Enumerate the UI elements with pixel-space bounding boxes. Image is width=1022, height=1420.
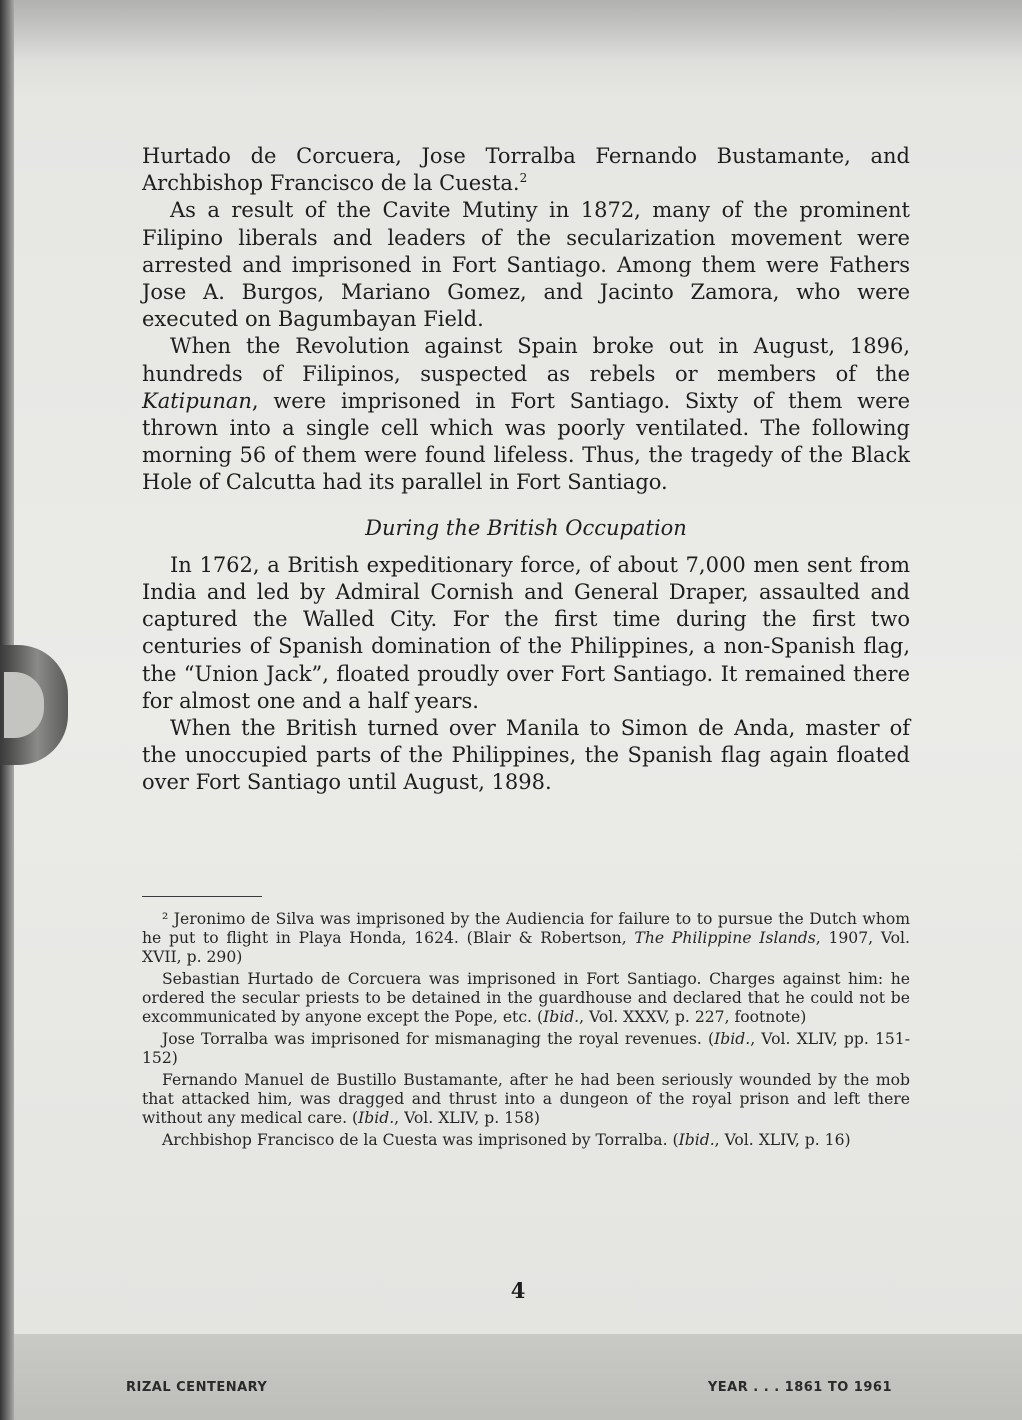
- footnote-2: [142, 970, 910, 1027]
- paragraph-3-part-2: , were imprisoned in Fort Santiago. Sixty of them were thrown into a single cell which was poorly ventilated. The following morning 56 of them were found lifeless. Thus, the tragedy of the Black Hole of Calcutta had its parallel in Fort Santiago.: [142, 388, 910, 495]
- footnote-3: [142, 1030, 910, 1068]
- footnote-3-text-b: , Vol. XLIV, pp. 151-152): [142, 1030, 910, 1067]
- paragraph-1: [142, 143, 910, 197]
- footnote-4-ibid: Ibid.: [358, 1109, 395, 1127]
- footnote-5-ibid: Ibid.: [678, 1131, 715, 1149]
- footnote-4-text-b: , Vol. XLIV, p. 158): [394, 1109, 540, 1127]
- top-shadow: [14, 0, 1022, 60]
- footnotes: [142, 910, 910, 1153]
- footnote-ref: 2: [519, 171, 528, 186]
- footnote-1: [142, 910, 910, 967]
- paragraph-2: As a result of the Cavite Mutiny in 1872, many of the prominent Filipino liberals and leaders of the secularization movement were arrested and imprisoned in Fort Santiago. Among them were Fathers Jose A. Burgos, Mariano Gomez, and Jacinto Zamora, who were executed on Bagumbayan Field.: [142, 198, 910, 332]
- footer-right-text: YEAR . . . 1861 TO 1961: [707, 1380, 892, 1395]
- footnote-5-text-b: , Vol. XLIV, p. 16): [714, 1131, 851, 1149]
- paragraph-3: [142, 333, 910, 496]
- footer-left-text: RIZAL CENTENARY: [126, 1380, 268, 1395]
- book-page: [14, 0, 1022, 1420]
- footnote-2-ibid: Ibid.: [543, 1008, 580, 1026]
- footnote-2-text-b: , Vol. XXXV, p. 227, footnote): [579, 1008, 807, 1026]
- katipunan-term: Katipunan: [142, 388, 252, 413]
- footnote-1-text-a: Jeronimo de Silva was imprisoned by the Audiencia for failure to to pursue the Dutch whom he put to flight in Playa Honda, 1624. (Blair & Robertson,: [142, 910, 910, 947]
- footnote-3-text-a: Jose Torralba was imprisoned for mismanaging the royal revenues. (: [162, 1030, 715, 1048]
- footnote-5: [142, 1131, 910, 1150]
- paragraph-4: In 1762, a British expeditionary force, of about 7,000 men sent from India and led by Admiral Cornish and General Draper, assaulted and captured the Walled City. For the first time during the first two centuries of Spanish domination of the Philippines, a non-Spanish flag, the “Union Jack”, floated proudly over Fort Santiago. It remained there for almost one and a half years.: [142, 552, 910, 713]
- body-text: [142, 143, 910, 797]
- footnote-1-title: The Philippine Islands: [634, 929, 816, 947]
- footnote-divider: [142, 896, 262, 897]
- footnote-1-text-b: , 1907, Vol. XVII, p. 290): [142, 929, 910, 966]
- paragraph-1-text: Hurtado de Corcuera, Jose Torralba Fernando Bustamante, and Archbishop Francisco de la Cuesta.: [142, 144, 910, 196]
- footnote-2-text-a: Sebastian Hurtado de Corcuera was imprisoned in Fort Santiago. Charges against him: he ordered the secular priests to be detained in the guardhouse and declared that he could not be excommunicated by anyone except the Pope, etc. (: [142, 970, 910, 1026]
- paragraph-5: When the British turned over Manila to Simon de Anda, master of the unoccupied parts of the Philippines, the Spanish flag again floated over Fort Santiago until August, 1898.: [142, 716, 910, 795]
- footnote-3-ibid: Ibid.: [714, 1030, 751, 1048]
- footnote-5-text-a: Archbishop Francisco de la Cuesta was imprisoned by Torralba. (: [162, 1131, 679, 1149]
- paragraph-3-part-1: When the Revolution against Spain broke out in August, 1896, hundreds of Filipinos, suspected as rebels or members of the: [142, 334, 910, 386]
- page-number: 4: [510, 1278, 526, 1303]
- section-heading: During the British Occupation: [365, 515, 687, 540]
- footnote-4: [142, 1071, 910, 1128]
- footnote-4-text-a: Fernando Manuel de Bustillo Bustamante, after he had been seriously wounded by the mob that attacked him, was dragged and thrust into a dungeon of the royal prison and left there without any medical care. (: [142, 1071, 910, 1127]
- footnote-1-mark: ²: [162, 910, 169, 928]
- footer-band: [14, 1334, 1022, 1420]
